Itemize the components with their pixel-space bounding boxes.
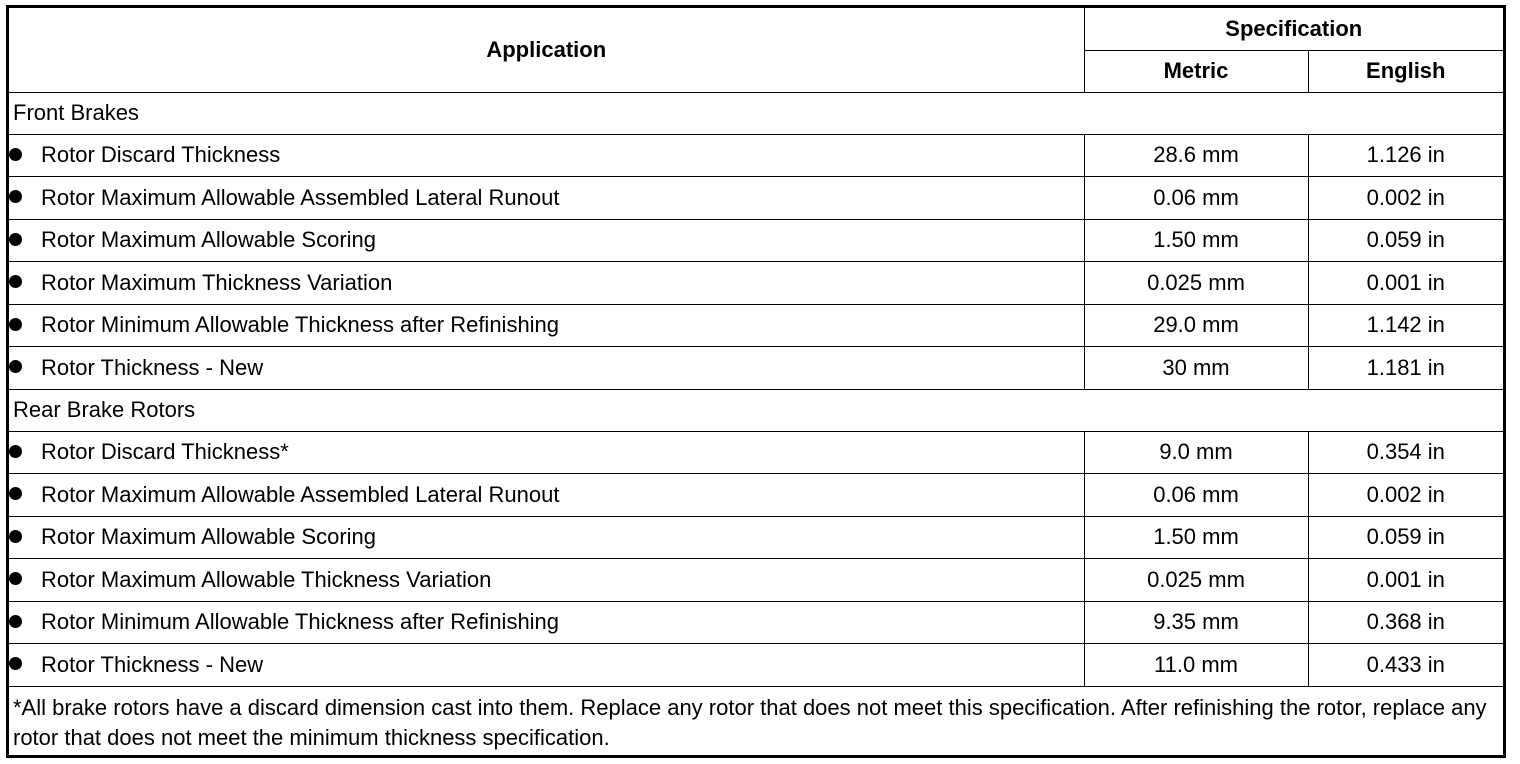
row-label: Rotor Thickness - New [41, 354, 264, 380]
metric-value: 1.50 mm [1084, 516, 1308, 559]
row-label: Rotor Thickness - New [41, 651, 264, 677]
table-row [9, 516, 1503, 559]
bullet-icon [9, 657, 22, 670]
row-label: Rotor Discard Thickness [41, 142, 281, 168]
english-header: English [1308, 50, 1503, 92]
bullet-icon [9, 360, 22, 373]
table-row [9, 304, 1503, 347]
row-label: Rotor Discard Thickness* [41, 439, 289, 465]
english-value: 1.181 in [1308, 347, 1503, 390]
english-value: 1.126 in [1308, 134, 1503, 177]
section-title: Rear Brake Rotors [9, 389, 1503, 431]
metric-value: 30 mm [1084, 347, 1308, 390]
table-row [9, 219, 1503, 262]
footnote: *All brake rotors have a discard dimension cast into them. Replace any rotor that does not meet this specification. After refinishing the rotor, replace any rotor that does not meet the minimum thickness specification. [9, 686, 1503, 761]
application-header: Application [9, 8, 1084, 92]
metric-value: 9.0 mm [1084, 431, 1308, 474]
english-value: 0.059 in [1308, 219, 1503, 262]
table-row [9, 559, 1503, 602]
bullet-icon [9, 445, 22, 458]
bullet-icon [9, 572, 22, 585]
table-row [9, 601, 1503, 644]
row-label: Rotor Minimum Allowable Thickness after Refinishing [41, 609, 560, 635]
metric-value: 9.35 mm [1084, 601, 1308, 644]
row-label: Rotor Maximum Allowable Scoring [41, 524, 377, 550]
bullet-icon [9, 318, 22, 331]
metric-value: 11.0 mm [1084, 644, 1308, 687]
table-row [9, 262, 1503, 305]
row-label: Rotor Minimum Allowable Thickness after Refinishing [41, 312, 560, 338]
bullet-icon [9, 530, 22, 543]
english-value: 0.001 in [1308, 559, 1503, 602]
bullet-icon [9, 615, 22, 628]
table-row [9, 347, 1503, 390]
english-value: 0.354 in [1308, 431, 1503, 474]
table-row [9, 134, 1503, 177]
metric-value: 1.50 mm [1084, 219, 1308, 262]
row-label: Rotor Maximum Allowable Assembled Lateral Runout [41, 184, 560, 210]
metric-value: 29.0 mm [1084, 304, 1308, 347]
metric-header: Metric [1084, 50, 1308, 92]
metric-value: 0.025 mm [1084, 559, 1308, 602]
table-row [9, 431, 1503, 474]
table-row [9, 177, 1503, 220]
specification-header: Specification [1084, 8, 1503, 50]
metric-value: 28.6 mm [1084, 134, 1308, 177]
footnote-row [9, 686, 1503, 761]
bullet-icon [9, 487, 22, 500]
bullet-icon [9, 275, 22, 288]
bullet-icon [9, 190, 22, 203]
english-value: 0.002 in [1308, 177, 1503, 220]
row-label: Rotor Maximum Thickness Variation [41, 269, 393, 295]
section-row-front-brakes [9, 92, 1503, 134]
english-value: 0.433 in [1308, 644, 1503, 687]
metric-value: 0.06 mm [1084, 474, 1308, 517]
table-row [9, 644, 1503, 687]
metric-value: 0.025 mm [1084, 262, 1308, 305]
english-value: 1.142 in [1308, 304, 1503, 347]
row-label: Rotor Maximum Allowable Scoring [41, 227, 377, 253]
bullet-icon [9, 148, 22, 161]
row-label: Rotor Maximum Allowable Thickness Variation [41, 566, 492, 592]
section-title: Front Brakes [9, 92, 1503, 134]
section-row-rear-brake-rotors [9, 389, 1503, 431]
english-value: 0.001 in [1308, 262, 1503, 305]
row-label: Rotor Maximum Allowable Assembled Lateral Runout [41, 481, 560, 507]
english-value: 0.059 in [1308, 516, 1503, 559]
header-row-top [9, 8, 1503, 50]
english-value: 0.368 in [1308, 601, 1503, 644]
brake-rotor-specification-table [9, 8, 1503, 761]
metric-value: 0.06 mm [1084, 177, 1308, 220]
table-row [9, 474, 1503, 517]
specification-table-frame [6, 5, 1506, 758]
english-value: 0.002 in [1308, 474, 1503, 517]
bullet-icon [9, 233, 22, 246]
